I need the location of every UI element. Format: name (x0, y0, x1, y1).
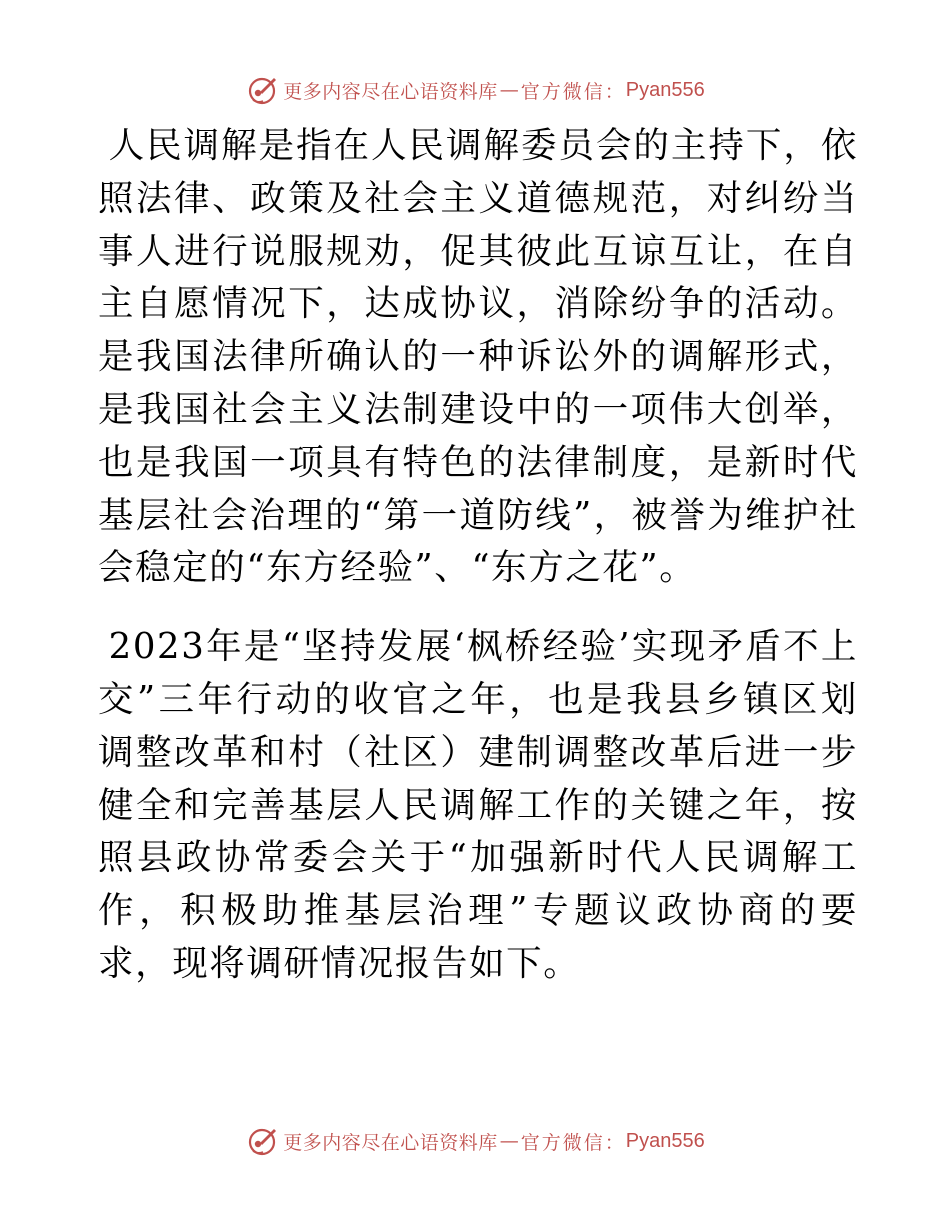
watermark-contact-label: 官方微信： (520, 1131, 626, 1154)
watermark-contact-id: Pyan556 (625, 1129, 705, 1152)
paragraph-2: 2023年是“坚持发展‘枫桥经验’实现矛盾不上交”三年行动的收官之年，也是我县乡镇区划调整改革和村（社区）建制调整改革后进一步健全和完善基层人民调解工作的关键之年，按照县政协常委会关于“加强新时代人民调解工作，积极助推基层治理”专题议政协商的要求，现将调研情况报告如下。 (98, 626, 858, 984)
watermark-separator: — (499, 1130, 519, 1152)
document-body (98, 120, 858, 991)
watermark-header (0, 70, 950, 110)
pen-logo-icon (245, 1124, 279, 1158)
paragraph-1: 人民调解是指在人民调解委员会的主持下，依照法律、政策及社会主义道德规范，对纠纷当事人进行说服规劝，促其彼此互谅互让，在自主自愿情况下，达成协议，消除纷争的活动。是我国法律所确认的一种诉讼外的调解形式，是我国社会主义法制建设中的一项伟大创举，也是我国一项具有特色的法律制度，是新时代基层社会治理的“第一道防线”，被誉为维护社会稳定的“东方经验”、“东方之花”。 (98, 125, 858, 589)
watermark-text: 更多内容尽在心语资料库 (283, 1131, 498, 1154)
pen-logo-icon (245, 73, 279, 107)
watermark-contact-id: Pyan556 (625, 78, 705, 101)
watermark-contact-label: 官方微信： (520, 80, 626, 103)
watermark-separator: — (499, 79, 519, 101)
watermark-footer (0, 1121, 950, 1161)
watermark-text: 更多内容尽在心语资料库 (283, 80, 498, 103)
